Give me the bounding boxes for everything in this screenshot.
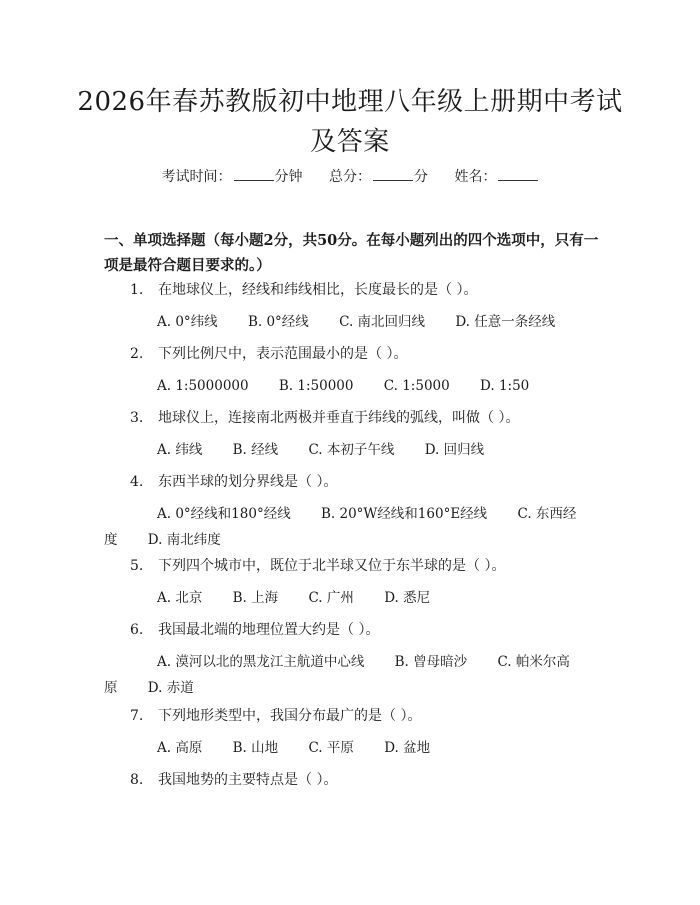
question-options xyxy=(104,373,604,399)
option: D. 赤道 xyxy=(147,680,194,696)
option: B. 曾母暗沙 xyxy=(394,654,468,670)
option: B. 上海 xyxy=(232,590,279,606)
question-text: 下列地形类型中，我国分布最广的是（ ）。 xyxy=(158,708,422,724)
total-score xyxy=(329,167,428,187)
option: A. 0°纬线 xyxy=(157,314,218,330)
option: D. 盆地 xyxy=(384,740,431,756)
question xyxy=(130,472,610,492)
question-text: 在地球仪上，经线和纬线相比，长度最长的是（ ）。 xyxy=(158,282,478,298)
option: D. 悉尼 xyxy=(384,590,431,606)
option: B. 经线 xyxy=(232,442,279,458)
question xyxy=(130,706,610,726)
page-title: 2026年春苏教版初中地理八年级上册期中考试及答案 xyxy=(77,87,623,157)
total-score-unit: 分 xyxy=(414,169,428,185)
option: A. 1:5000000 xyxy=(157,378,249,394)
question-number: 4. xyxy=(130,474,144,490)
option: B. 山地 xyxy=(232,740,279,756)
option: D. 南北纬度 xyxy=(147,532,221,548)
question-number: 2. xyxy=(130,346,144,362)
option: B. 1:50000 xyxy=(278,378,354,394)
student-name xyxy=(454,167,538,187)
question-options xyxy=(104,735,604,761)
option: A. 高原 xyxy=(157,740,203,756)
option: B. 0°经线 xyxy=(247,314,309,330)
question xyxy=(130,620,610,640)
exam-time-unit: 分钟 xyxy=(274,169,303,185)
question-number: 1. xyxy=(130,282,144,298)
question-text: 地球仪上，连接南北两极并垂直于纬线的弧线，叫做（ ）。 xyxy=(158,410,520,426)
option: A. 纬线 xyxy=(157,442,203,458)
option: A. 0°经线和180°经线 xyxy=(157,506,291,522)
option: C. 1:5000 xyxy=(383,378,450,394)
option: D. 1:50 xyxy=(480,378,530,394)
option: B. 20°W经线和160°E经线 xyxy=(321,506,488,522)
option: C. 广州 xyxy=(308,590,354,606)
option: D. 任意一条经线 xyxy=(455,314,556,330)
question xyxy=(130,770,610,790)
question-options xyxy=(104,501,604,553)
question xyxy=(130,280,610,300)
question-number: 3. xyxy=(130,410,144,426)
exam-meta xyxy=(0,167,700,187)
question-text: 我国最北端的地理位置大约是（ ）。 xyxy=(158,622,380,638)
question xyxy=(130,344,610,364)
exam-time xyxy=(162,167,303,187)
question-number: 6. xyxy=(130,622,144,638)
exam-time-blank xyxy=(234,168,274,181)
section-heading: 一、单项选择题（每小题2分，共50分。在每小题列出的四个选项中，只有一项是最符合题目要求的。） xyxy=(104,232,599,274)
question-options xyxy=(104,585,604,611)
question-text: 下列四个城市中，既位于北半球又位于东半球的是（ ）。 xyxy=(158,558,506,574)
question-number: 5. xyxy=(130,558,144,574)
option: C. 本初子午线 xyxy=(308,442,395,458)
total-score-label: 总分： xyxy=(329,169,371,185)
question-text: 下列比例尺中，表示范围最小的是（ ）。 xyxy=(158,346,408,362)
question xyxy=(130,556,610,576)
question-options xyxy=(104,437,604,463)
option: C. 南北回归线 xyxy=(339,314,426,330)
option: C. 平原 xyxy=(308,740,354,756)
question-number: 8. xyxy=(130,772,144,788)
question-text: 我国地势的主要特点是（ ）。 xyxy=(158,772,338,788)
question-options xyxy=(104,309,604,335)
student-name-label: 姓名： xyxy=(454,169,497,185)
total-score-blank xyxy=(373,168,413,181)
option: D. 回归线 xyxy=(424,442,485,458)
option: C. 帕米尔高原 xyxy=(104,654,570,696)
question xyxy=(130,408,610,428)
option: C. 东西经度 xyxy=(104,506,577,548)
question-number: 7. xyxy=(130,708,144,724)
exam-time-label: 考试时间： xyxy=(161,169,232,185)
option: A. 北京 xyxy=(157,590,203,606)
question-options xyxy=(104,649,604,701)
option: A. 漠河以北的黑龙江主航道中心线 xyxy=(157,654,365,670)
student-name-blank xyxy=(498,168,538,181)
question-text: 东西半球的划分界线是（ ）。 xyxy=(158,474,338,490)
